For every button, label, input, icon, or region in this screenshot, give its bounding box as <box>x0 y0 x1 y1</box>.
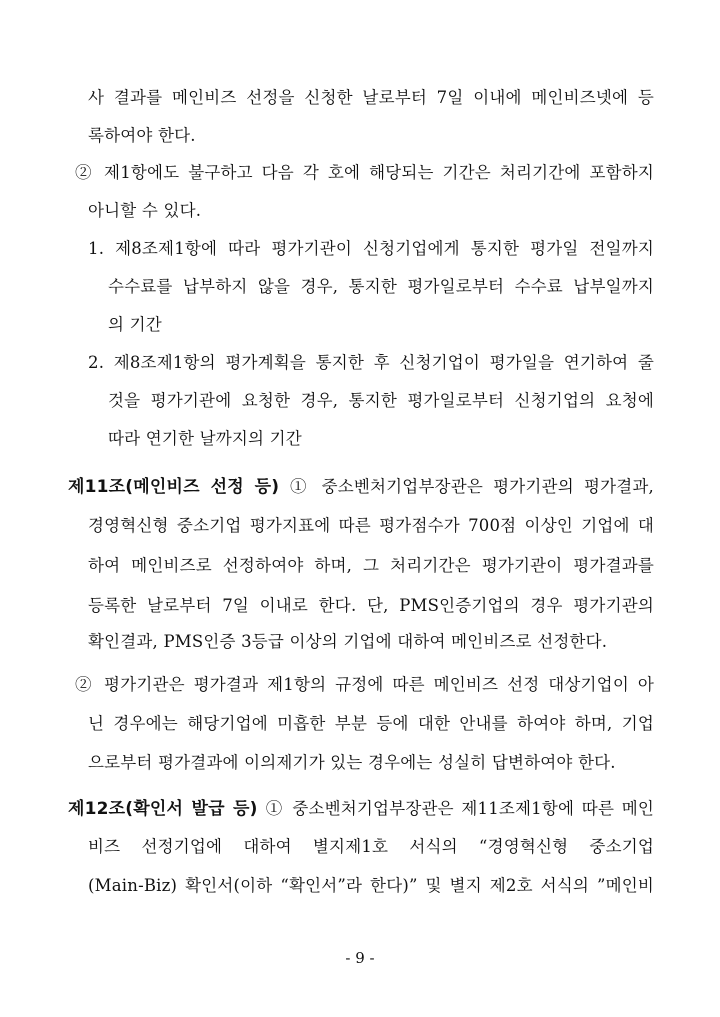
body-line: (Main-Biz) 확인서(이하 “확인서”라 한다)” 및 별지 제2호 서식의 ”메인비 <box>88 876 654 895</box>
body-line: 경영혁신형 중소기업 평가지표에 따른 평가점수가 700점 이상인 기업에 대 <box>88 516 654 535</box>
list-item-line: 2. 제8조제1항의 평가계획을 통지한 후 신청기업이 평가일을 연기하여 줄 <box>88 353 654 372</box>
page-number: - 9 - <box>345 949 375 967</box>
body-line: 확인결과, PMS인증 3등급 이상의 기업에 대하여 메인비즈로 선정한다. <box>88 632 608 651</box>
body-line: 등록한 날로부터 7일 이내로 한다. 단, PMS인증기업의 경우 평가기관의 <box>88 596 654 615</box>
article-11-line: 제11조(메인비즈 선정 등) ① 중소벤처기업부장관은 평가기관의 평가결과, <box>68 477 654 497</box>
list-item-line: 의 기간 <box>108 315 162 334</box>
body-line: 닌 경우에는 해당기업에 미흡한 부분 등에 대한 안내를 하여야 하며, 기업 <box>88 714 654 733</box>
list-item-line: 수수료를 납부하지 않을 경우, 통지한 평가일로부터 수수료 납부일까지 <box>108 277 654 296</box>
article-11-heading: 제11조(메인비즈 선정 등) <box>68 477 280 497</box>
article-12-line: 제12조(확인서 발급 등) ① 중소벤처기업부장관은 제11조제1항에 따른 메인 <box>68 799 654 819</box>
list-item-line: 따라 연기한 날까지의 기간 <box>108 429 302 448</box>
list-item-line: 1. 제8조제1항에 따라 평가기관이 신청기업에게 통지한 평가일 전일까지 <box>88 239 654 258</box>
body-line: 록하여야 한다. <box>88 126 196 145</box>
article-12-heading: 제12조(확인서 발급 등) <box>68 799 258 819</box>
body-line: 하여 메인비즈로 선정하여야 하며, 그 처리기간은 평가기관이 평가결과를 <box>88 556 654 575</box>
body-line: ② 제1항에도 불구하고 다음 각 호에 해당되는 기간은 처리기간에 포함하지 <box>75 163 654 182</box>
list-item-line: 것을 평가기관에 요청한 경우, 통지한 평가일로부터 신청기업의 요청에 <box>108 391 654 410</box>
body-line: 아니할 수 있다. <box>88 201 202 220</box>
body-line: 비즈 선정기업에 대하여 별지제1호 서식의 “경영혁신형 중소기업 <box>88 837 654 856</box>
body-line: 사 결과를 메인비즈 선정을 신청한 날로부터 7일 이내에 메인비즈넷에 등 <box>88 88 654 107</box>
body-line: 으로부터 평가결과에 이의제기가 있는 경우에는 성실히 답변하여야 한다. <box>88 753 616 772</box>
body-line: ② 평가기관은 평가결과 제1항의 규정에 따른 메인비즈 선정 대상기업이 아 <box>75 675 654 694</box>
